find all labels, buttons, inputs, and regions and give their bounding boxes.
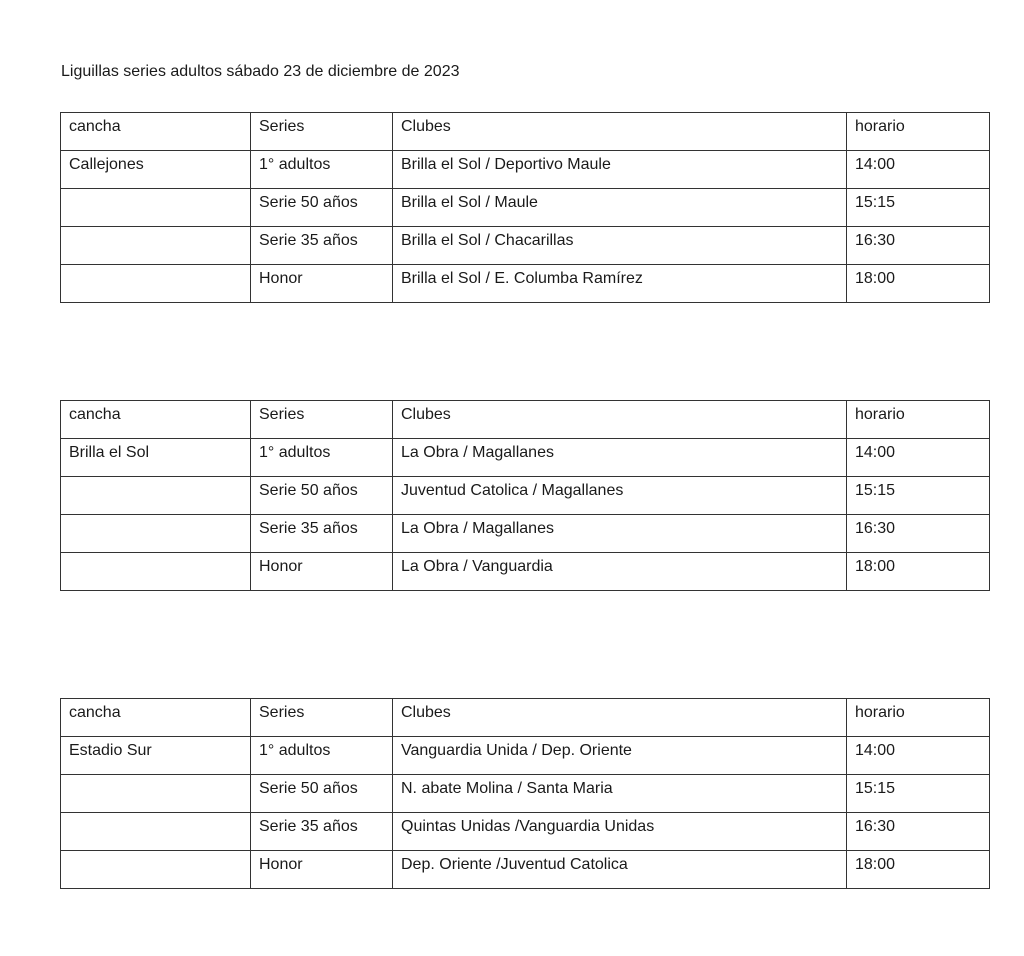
table-header-row: [61, 699, 990, 737]
cell-series: 1° adultos: [251, 737, 393, 775]
schedule-table-estadio-sur: [60, 698, 990, 889]
cell-clubes: La Obra / Magallanes: [393, 439, 847, 477]
cell-cancha-empty: [61, 775, 251, 813]
cell-series: 1° adultos: [251, 439, 393, 477]
table-row: [61, 553, 990, 591]
header-horario: horario: [847, 699, 990, 737]
cell-clubes: Vanguardia Unida / Dep. Oriente: [393, 737, 847, 775]
table-row: [61, 515, 990, 553]
cell-series: Serie 50 años: [251, 775, 393, 813]
cell-series: Serie 50 años: [251, 477, 393, 515]
cell-series: Serie 35 años: [251, 227, 393, 265]
cell-horario: 16:30: [847, 813, 990, 851]
cell-horario: 18:00: [847, 265, 990, 303]
table-row: [61, 227, 990, 265]
cell-series: Serie 35 años: [251, 515, 393, 553]
header-clubes: Clubes: [393, 699, 847, 737]
table-row: [61, 265, 990, 303]
cell-horario: 15:15: [847, 189, 990, 227]
cell-horario: 16:30: [847, 515, 990, 553]
header-cancha: cancha: [61, 699, 251, 737]
cell-cancha-empty: [61, 189, 251, 227]
cell-clubes: N. abate Molina / Santa Maria: [393, 775, 847, 813]
cell-horario: 16:30: [847, 227, 990, 265]
cell-horario: 15:15: [847, 477, 990, 515]
header-horario: horario: [847, 113, 990, 151]
header-cancha: cancha: [61, 113, 251, 151]
cell-clubes: Brilla el Sol / Deportivo Maule: [393, 151, 847, 189]
schedule-table-callejones: [60, 112, 990, 303]
cell-clubes: Brilla el Sol / Chacarillas: [393, 227, 847, 265]
cell-cancha: Callejones: [61, 151, 251, 189]
table-row: [61, 151, 990, 189]
cell-cancha-empty: [61, 851, 251, 889]
cell-cancha-empty: [61, 813, 251, 851]
cell-horario: 15:15: [847, 775, 990, 813]
cell-cancha-empty: [61, 553, 251, 591]
cell-cancha-empty: [61, 265, 251, 303]
table-header-row: [61, 401, 990, 439]
cell-horario: 14:00: [847, 151, 990, 189]
table-row: [61, 813, 990, 851]
table-header-row: [61, 113, 990, 151]
table-row: [61, 851, 990, 889]
cell-horario: 18:00: [847, 851, 990, 889]
document-title: Liguillas series adultos sábado 23 de diciembre de 2023: [61, 63, 460, 80]
cell-horario: 18:00: [847, 553, 990, 591]
cell-clubes: Brilla el Sol / Maule: [393, 189, 847, 227]
cell-clubes: La Obra / Vanguardia: [393, 553, 847, 591]
cell-cancha: Estadio Sur: [61, 737, 251, 775]
cell-series: Honor: [251, 265, 393, 303]
cell-clubes: Brilla el Sol / E. Columba Ramírez: [393, 265, 847, 303]
cell-horario: 14:00: [847, 439, 990, 477]
cell-series: Honor: [251, 553, 393, 591]
header-clubes: Clubes: [393, 113, 847, 151]
cell-cancha-empty: [61, 477, 251, 515]
cell-cancha-empty: [61, 515, 251, 553]
header-cancha: cancha: [61, 401, 251, 439]
table-row: [61, 775, 990, 813]
table-row: [61, 439, 990, 477]
cell-series: Serie 35 años: [251, 813, 393, 851]
table-row: [61, 737, 990, 775]
cell-horario: 14:00: [847, 737, 990, 775]
cell-cancha: Brilla el Sol: [61, 439, 251, 477]
cell-series: Honor: [251, 851, 393, 889]
cell-clubes: La Obra / Magallanes: [393, 515, 847, 553]
cell-clubes: Quintas Unidas /Vanguardia Unidas: [393, 813, 847, 851]
cell-clubes: Juventud Catolica / Magallanes: [393, 477, 847, 515]
header-series: Series: [251, 699, 393, 737]
header-horario: horario: [847, 401, 990, 439]
table-row: [61, 477, 990, 515]
cell-series: Serie 50 años: [251, 189, 393, 227]
schedule-table-brilla-el-sol: [60, 400, 990, 591]
header-clubes: Clubes: [393, 401, 847, 439]
header-series: Series: [251, 401, 393, 439]
header-series: Series: [251, 113, 393, 151]
cell-series: 1° adultos: [251, 151, 393, 189]
cell-cancha-empty: [61, 227, 251, 265]
table-row: [61, 189, 990, 227]
cell-clubes: Dep. Oriente /Juventud Catolica: [393, 851, 847, 889]
